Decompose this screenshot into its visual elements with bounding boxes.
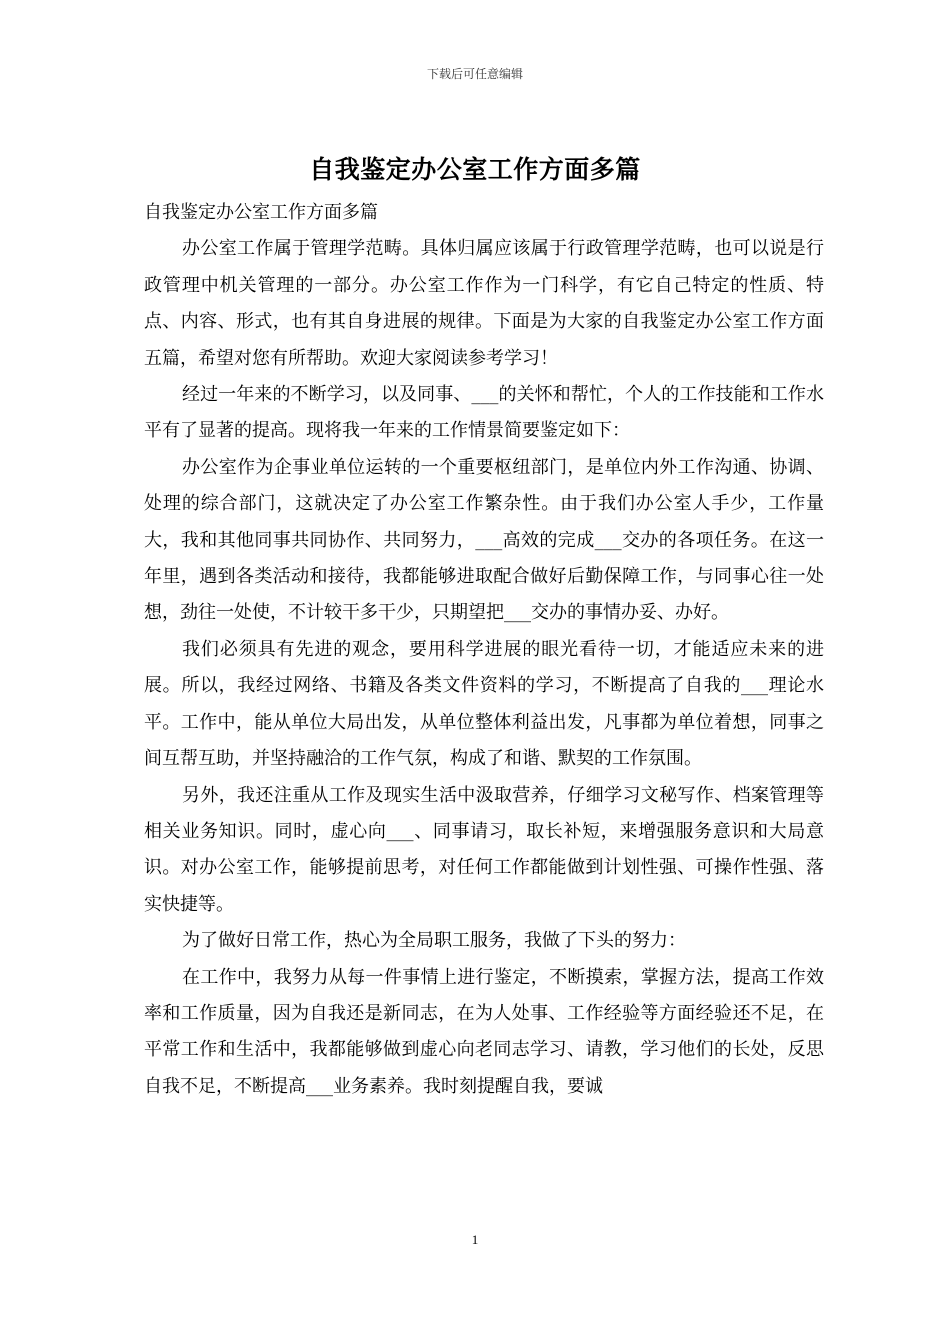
paragraph: 办公室工作属于管理学范畴。具体归属应该属于行政管理学范畴，也可以说是行政管理中机关管理的一部分。办公室工作作为一门科学，有它自己特定的性质、特点、内容、形式，也有其自身进展的规律。下面是为大家的自我鉴定办公室工作方面五篇，希望对您有所帮助。欢迎大家阅读参考学习！: [144, 238, 824, 369]
paragraph: 在工作中，我努力从每一件事情上进行鉴定，不断摸索，掌握方法，提高工作效率和工作质量，因为自我还是新同志，在为人处事、工作经验等方面经验还不足，在平常工作和生活中，我都能够做到虚心向老同志学习、请教，学习他们的长处，反思自我不足，不断提高___业务素养。我时刻提醒自我，要诚: [144, 966, 824, 1097]
page-number: 1: [471, 1232, 479, 1247]
document-body: [144, 195, 824, 1105]
paragraph: 为了做好日常工作，热心为全局职工服务，我做了下头的努力：: [182, 930, 686, 952]
paragraph: 办公室作为企事业单位运转的一个重要枢纽部门，是单位内外工作沟通、协调、处理的综合部门，这就决定了办公室工作繁杂性。由于我们办公室人手少，工作量大，我和其他同事共同协作、共同努力，___高效的完成___交办的各项任务。在这一年里，遇到各类活动和接待，我都能够进取配合做好后勤保障工作，与同事心往一处想，劲往一处使，不计较干多干少，只期望把___交办的事情办妥、办好。: [144, 456, 824, 624]
document-subtitle: 自我鉴定办公室工作方面多篇: [144, 202, 378, 223]
document-title: 自我鉴定办公室工作方面多篇: [309, 155, 641, 184]
paragraph: 经过一年来的不断学习，以及同事、___的关怀和帮忙，个人的工作技能和工作水平有了显著的提高。现将我一年来的工作情景简要鉴定如下：: [144, 384, 824, 442]
page-header: 下载后可任意编辑: [426, 67, 523, 81]
paragraph: 另外，我还注重从工作及现实生活中汲取营养，仔细学习文秘写作、档案管理等相关业务知识。同时，虚心向___、同事请习，取长补短，来增强服务意识和大局意识。对办公室工作，能够提前思考，对任何工作都能做到计划性强、可操作性强、落实快捷等。: [144, 784, 824, 915]
paragraph: 我们必须具有先进的观念，要用科学进展的眼光看待一切，才能适应未来的进展。所以，我经过网络、书籍及各类文件资料的学习，不断提高了自我的___理论水平。工作中，能从单位大局出发，从单位整体利益出发，凡事都为单位着想，同事之间互帮互助，并坚持融洽的工作气氛，构成了和谐、默契的工作氛围。: [144, 638, 824, 770]
